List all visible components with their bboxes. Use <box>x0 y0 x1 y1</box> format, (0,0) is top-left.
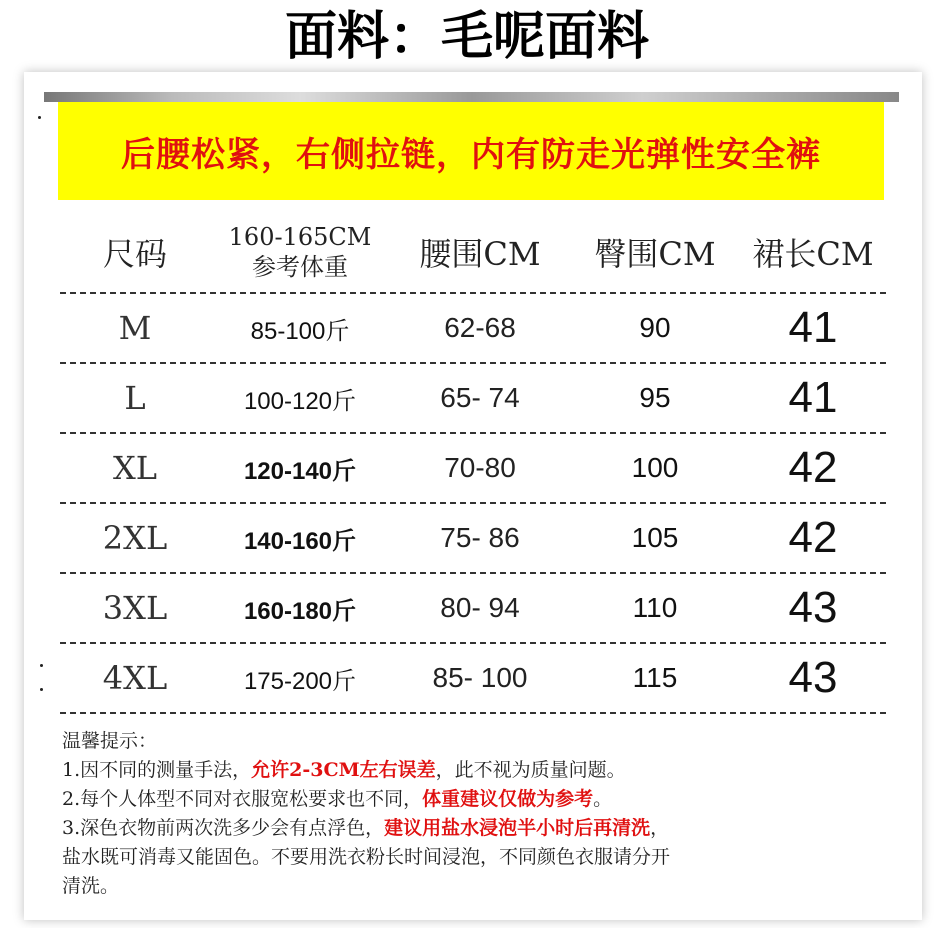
length-cell: 42 <box>788 443 838 492</box>
note-1 <box>62 756 902 785</box>
size-cell: 2XL <box>102 519 168 557</box>
notes-heading: 温馨提示： <box>62 730 158 752</box>
size-cell: XL <box>112 449 158 487</box>
header-waist: 腰围CM <box>419 235 541 273</box>
table-row <box>60 434 886 504</box>
header-size: 尺码 <box>102 235 167 273</box>
hip-cell: 110 <box>632 592 678 623</box>
weight-cell: 100-120斤 <box>243 387 357 415</box>
note-1-text: 1.因不同的测量手法， <box>62 759 252 781</box>
banner-text: 后腰松紧，右侧拉链，内有防走光弹性安全裤 <box>121 134 821 175</box>
size-cell: 4XL <box>102 659 168 697</box>
length-cell: 41 <box>788 373 838 422</box>
note-2-highlight: 体重建议仅做为参考 <box>422 788 594 810</box>
scan-dot <box>40 664 43 667</box>
page-title: 面料：毛呢面料 <box>284 7 649 67</box>
length-cell: 43 <box>788 583 838 632</box>
length-cell: 42 <box>788 513 838 562</box>
header-cell <box>60 212 210 292</box>
hip-cell: 115 <box>632 662 678 693</box>
table-row <box>60 644 886 714</box>
hip-cell: 105 <box>631 522 679 553</box>
header-hip: 臀围CM <box>594 235 716 273</box>
waist-cell: 62-68 <box>444 312 516 343</box>
note-1-highlight: 允许2-3CM左右误差 <box>251 759 436 781</box>
note-3-text: 3.深色衣物前两次洗多少会有点浮色， <box>62 817 385 839</box>
waist-cell: 80- 94 <box>440 592 520 623</box>
weight-cell: 140-160斤 <box>243 527 357 555</box>
header-cell <box>740 212 886 292</box>
note-2-text: 2.每个人体型不同对衣服宽松要求也不同， <box>62 788 423 810</box>
header-cell <box>390 212 570 292</box>
scan-dot <box>38 116 41 119</box>
header-weight-line1: 160-165CM <box>228 223 372 251</box>
note-2 <box>62 785 902 814</box>
note-2-tail: 。 <box>593 788 613 810</box>
scan-dot <box>40 688 43 691</box>
table-row <box>60 294 886 364</box>
note-3-tail: ， <box>650 817 670 839</box>
header-length: 裙长CM <box>752 235 874 273</box>
note-1-tail: ，此不视为质量问题。 <box>435 759 626 781</box>
header-cell <box>210 212 390 292</box>
waist-cell: 70-80 <box>444 452 516 483</box>
header-weight-line2: 参考体重 <box>251 253 348 281</box>
weight-cell: 160-180斤 <box>243 597 357 625</box>
table-header-row <box>60 212 886 294</box>
weight-cell: 175-200斤 <box>243 667 357 695</box>
weight-cell: 120-140斤 <box>243 457 357 485</box>
size-table <box>60 212 886 714</box>
note-3-highlight: 建议用盐水浸泡半小时后再清洗 <box>384 817 651 839</box>
header-cell <box>570 212 740 292</box>
note-3-line-3: 清洗。 <box>62 875 120 897</box>
weight-cell: 85-100斤 <box>250 317 350 345</box>
hip-cell: 90 <box>639 312 671 343</box>
length-cell: 41 <box>788 303 838 352</box>
waist-cell: 65- 74 <box>440 382 520 413</box>
length-cell: 43 <box>788 653 838 702</box>
waist-cell: 75- 86 <box>440 522 520 553</box>
size-cell: M <box>118 309 152 347</box>
table-row <box>60 364 886 434</box>
table-row <box>60 574 886 644</box>
note-3 <box>62 814 902 843</box>
size-cell: 3XL <box>102 589 168 627</box>
size-cell: L <box>124 379 146 417</box>
feature-banner <box>58 102 884 200</box>
hip-cell: 100 <box>631 452 679 483</box>
table-row <box>60 504 886 574</box>
size-chart-card <box>24 72 922 920</box>
note-3-line-2: 盐水既可消毒又能固色。不要用洗衣粉长时间浸泡，不同颜色衣服请分开 <box>62 846 671 868</box>
product-photo-strip <box>44 92 899 102</box>
waist-cell: 85- 100 <box>432 662 528 693</box>
header-weight <box>229 222 372 282</box>
hip-cell: 95 <box>639 382 671 413</box>
care-notes <box>62 727 902 901</box>
